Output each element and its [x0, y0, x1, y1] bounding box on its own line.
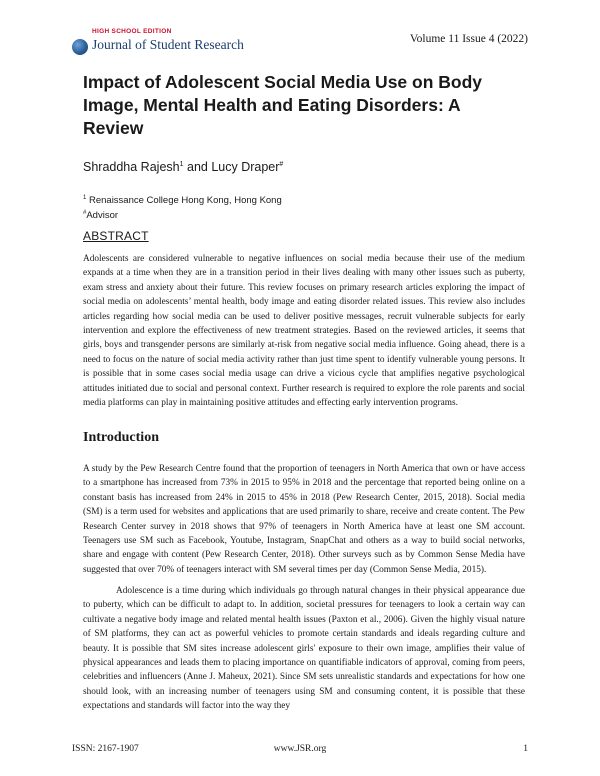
journal-logo	[72, 28, 244, 56]
abstract-text: Adolescents are considered vulnerable to negative influences on social media because their use of the medium expands at a time when they are in a transition period in their lives dealing with many other issues such as puberty, exam stress and anxiety about their future. This review focuses on primary research articles exploring the impact of social media on adolescents’ mental health, body image and eating disorder related issues. This review also includes articles regarding how social media can be used to deliver positive messages, recruit vulnerable subjects for early intervention and explore the effectiveness of new treatment strategies. Based on the reviewed articles, it seems that girls, boys and transgender persons are similarly at-risk from negative social media influence. Going ahead, there is a need to focus on the nature of social media activity rather than just time spent to identify vulnerable young persons. It is possible that in some cases social media usage can drive a vicious cycle that amplifies negative psychological attitudes initiated due to social and personal context. Further research is required to explore the role parents and social media platforms can play in maintaining positive attitudes and effecting early intervention programs.	[83, 254, 525, 409]
affiliation-text: Advisor	[86, 210, 119, 222]
page-number: 1	[523, 744, 528, 754]
affiliation-text: Renaissance College Hong Kong, Hong Kong	[86, 195, 282, 207]
author-separator: and	[183, 160, 212, 174]
journal-name: Journal of Student Research	[92, 37, 244, 52]
section-heading: Introduction	[83, 430, 159, 445]
affiliation-mark: #	[279, 160, 284, 168]
abstract-heading: ABSTRACT	[83, 229, 149, 243]
globe-icon	[72, 39, 88, 55]
affiliation-mark: 1	[83, 195, 87, 201]
footer-url: www.JSR.org	[273, 744, 327, 754]
affiliation-mark: #	[83, 210, 87, 217]
author-line	[83, 160, 283, 174]
author-name: Lucy Draper	[211, 160, 280, 174]
author-name: Shraddha Rajesh	[83, 160, 180, 174]
paragraph: A study by the Pew Research Centre found that the proportion of teenagers in North America that own or have access to a smartphone has increased from 73% in 2015 to 95% in 2018 and the percentage that reported being online on a constant basis has increased from 24% in 2015 to 45% in 2018 (Pew Research Center, 2015, 2018). Social media (SM) is a term used for websites and applications that are used primarily to share, receive and create content. The Pew Research Center survey in 2018 shows that 97% of teenagers in North America have at least one SM account. Teenagers use SM such as Facebook, Youtube, Instagram, SnapChat and others as a way to build social networks, share and engage with content (Pew Research Center, 2018). Other surveys such as by Common Sense Media have suggested that over 70% of teenagers interact with SM several times per day (Common Sense Media, 2015).	[83, 464, 525, 575]
paragraph: Adolescence is a time during which individuals go through natural changes in their physical appearance due to puberty, which can be difficult to adapt to. In addition, societal pressures for teenagers to look a certain way can cultivate a negative body image and related mental health issues (Paxton et al., 2006). Given the highly visual nature of SM platforms, they can act as powerful vehicles to promote certain standards and ideals regarding culture and beauty. It is possible that SM sites increase adolescent girls' exposure to their own image, amplifies their value of physical appearances and leads them to placing importance on quantifiable indicators of approval, coming from peers, celebrities and influencers (Anne J. Maheux, 2021). Since SM sets unrealistic standards and expectations for how one should look, with an increasing number of teenagers using SM and consuming content, it is possible that these expectations and standards will factor into the way they	[83, 586, 525, 712]
paper-title: Impact of Adolescent Social Media Use on Body Image, Mental Health and Eating Disorders: A Review	[83, 72, 483, 138]
affiliation-line	[83, 192, 282, 207]
volume-issue: Volume 11 Issue 4 (2022)	[409, 33, 528, 45]
affiliation-mark: 1	[179, 160, 184, 168]
edition-label: HIGH SCHOOL EDITION	[92, 28, 172, 35]
affiliation-line	[83, 207, 282, 222]
affiliations	[83, 192, 282, 222]
footer-issn: ISSN: 2167-1907	[72, 744, 139, 754]
